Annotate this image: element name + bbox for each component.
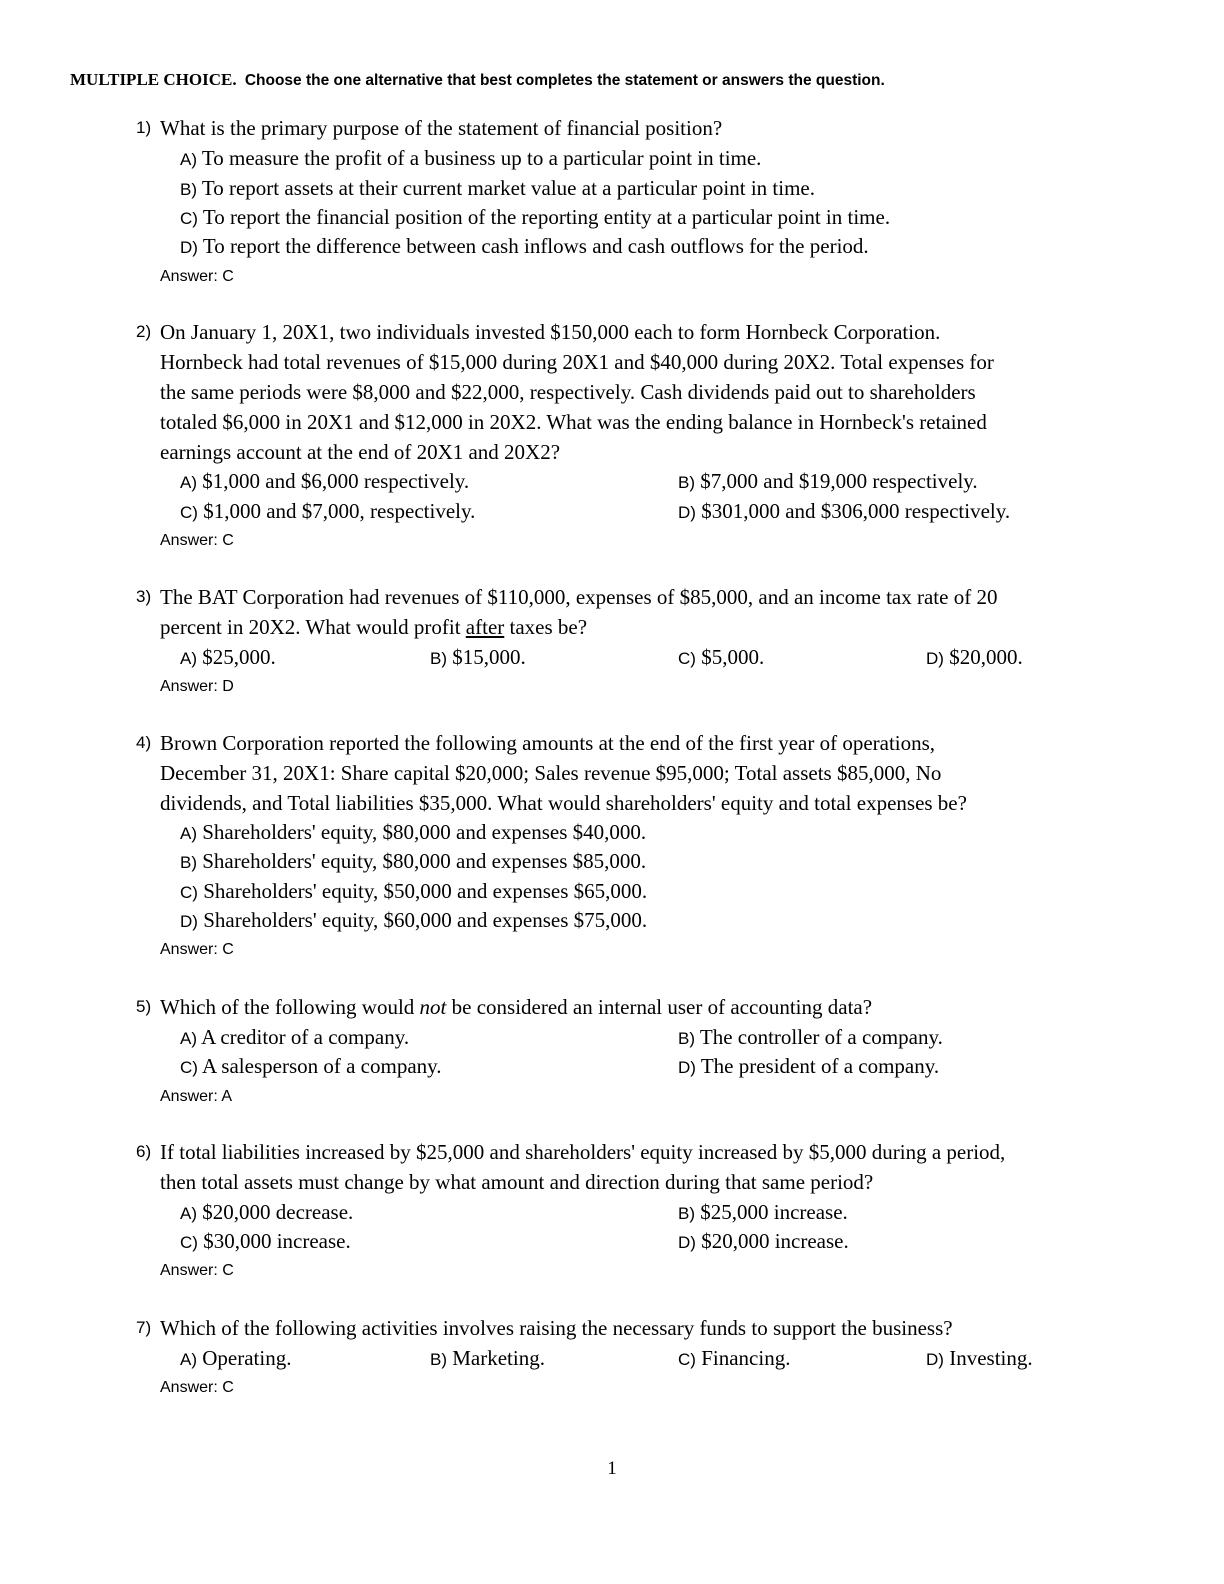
option-letter: C) [678, 649, 696, 668]
option-text: $5,000. [701, 645, 765, 669]
stem-line: If total liabilities increased by $25,000 and shareholders' equity increased by $5,000 during a period, [160, 1140, 1006, 1164]
answer-key: Answer: D [160, 678, 234, 695]
option-b [180, 173, 815, 205]
option-text: A salesperson of a company. [202, 1054, 442, 1078]
option-text: To report the financial position of the reporting entity at a particular point in time. [202, 205, 891, 229]
option-letter: A) [180, 1204, 197, 1223]
option-letter: B) [180, 180, 197, 199]
option-c [180, 876, 647, 908]
option-text: The controller of a company. [699, 1025, 943, 1049]
option-a [180, 1343, 291, 1375]
option-text: $301,000 and $306,000 respectively. [701, 499, 1011, 523]
option-a [180, 642, 276, 674]
option-letter: A) [180, 824, 197, 843]
option-text: A creditor of a company. [201, 1025, 410, 1049]
stem-line: Hornbeck had total revenues of $15,000 during 20X1 and $40,000 during 20X2. Total expenses for [160, 350, 994, 374]
option-letter: B) [678, 1204, 695, 1223]
answer-key: Answer: C [160, 1379, 234, 1396]
option-letter: B) [180, 853, 197, 872]
stem-line: Brown Corporation reported the following amounts at the end of the first year of operations, [160, 731, 936, 755]
option-letter: C) [180, 209, 198, 228]
option-text: $30,000 increase. [203, 1229, 351, 1253]
stem-text: percent in 20X2. What would profit [160, 615, 466, 639]
option-letter: D) [926, 1350, 944, 1369]
option-letter: C) [180, 1233, 198, 1252]
option-b [678, 466, 978, 498]
option-text: $20,000 decrease. [202, 1200, 354, 1224]
option-text: $7,000 and $19,000 respectively. [700, 469, 978, 493]
option-c [678, 1343, 790, 1375]
option-text: To report assets at their current market value at a particular point in time. [201, 176, 816, 200]
option-text: $20,000 increase. [701, 1229, 849, 1253]
page-number: 1 [607, 1458, 617, 1479]
option-text: Shareholders' equity, $50,000 and expenses $65,000. [203, 879, 648, 903]
option-b [678, 1197, 848, 1229]
option-letter: A) [180, 649, 197, 668]
option-letter: B) [430, 649, 447, 668]
option-text: Shareholders' equity, $60,000 and expenses $75,000. [203, 908, 648, 932]
option-text: $1,000 and $6,000 respectively. [202, 469, 470, 493]
option-a [180, 143, 761, 175]
option-text: Operating. [202, 1346, 292, 1370]
stem-line: December 31, 20X1: Share capital $20,000; Sales revenue $95,000; Total assets $85,000, No [160, 761, 942, 785]
option-text: Shareholders' equity, $80,000 and expenses $85,000. [202, 849, 647, 873]
stem-text: be considered an internal user of accounting data? [446, 995, 873, 1019]
stem-line: earnings account at the end of 20X1 and 20X2? [160, 440, 561, 464]
answer-key: Answer: A [160, 1088, 233, 1105]
question-stem [160, 992, 1120, 1022]
option-letter: A) [180, 473, 197, 492]
option-letter: D) [678, 503, 696, 522]
option-text: $25,000 increase. [700, 1200, 848, 1224]
option-text: To measure the profit of a business up to a particular point in time. [201, 146, 762, 170]
option-letter: C) [180, 503, 198, 522]
option-letter: A) [180, 1350, 197, 1369]
question-number: 5) [136, 997, 152, 1016]
option-c [180, 202, 890, 234]
instructions-header [70, 70, 885, 90]
answer-key: Answer: C [160, 268, 234, 285]
option-text: Shareholders' equity, $80,000 and expenses $40,000. [202, 820, 647, 844]
question-number: 6) [136, 1142, 152, 1161]
stem-line: The BAT Corporation had revenues of $110,000, expenses of $85,000, and an income tax rate of 20 [160, 585, 998, 609]
question-stem: What is the primary purpose of the statement of financial position? [160, 116, 723, 140]
stem-line: dividends, and Total liabilities $35,000. What would shareholders' equity and total expenses be? [160, 791, 967, 815]
option-letter: C) [180, 883, 198, 902]
option-text: $1,000 and $7,000, respectively. [203, 499, 476, 523]
option-c [678, 642, 764, 674]
option-letter: B) [430, 1350, 447, 1369]
option-d [180, 905, 647, 937]
option-a [180, 1022, 409, 1054]
option-letter: B) [678, 1029, 695, 1048]
underlined-word: after [465, 615, 505, 639]
header-lead: MULTIPLE CHOICE. [70, 70, 237, 89]
option-letter: C) [678, 1350, 696, 1369]
option-text: Investing. [949, 1346, 1033, 1370]
option-text: To report the difference between cash inflows and cash outflows for the period. [202, 234, 869, 258]
option-d [678, 496, 1010, 528]
stem-line: the same periods were $8,000 and $22,000, respectively. Cash dividends paid out to shareholders [160, 380, 976, 404]
answer-key: Answer: C [160, 941, 234, 958]
stem-line: then total assets must change by what amount and direction during that same period? [160, 1170, 874, 1194]
question-number: 2) [136, 322, 152, 341]
question-stem [160, 582, 1120, 642]
question-number: 7) [136, 1318, 152, 1337]
option-a [180, 817, 646, 849]
option-d [678, 1226, 849, 1258]
question-number: 1) [136, 118, 152, 137]
question-stem [160, 1137, 1140, 1197]
option-d [678, 1051, 939, 1083]
option-d [926, 642, 1023, 674]
option-b [430, 1343, 545, 1375]
stem-line [160, 612, 1120, 642]
header-instructions: Choose the one alternative that best completes the statement or answers the question. [244, 72, 885, 89]
question-stem [160, 728, 1120, 818]
stem-line: On January 1, 20X1, two individuals invested $150,000 each to form Hornbeck Corporation. [160, 320, 941, 344]
question-number: 3) [136, 587, 152, 606]
option-letter: C) [180, 1058, 198, 1077]
option-text: Marketing. [452, 1346, 545, 1370]
option-text: $15,000. [452, 645, 526, 669]
option-a [180, 466, 469, 498]
option-letter: A) [180, 1029, 197, 1048]
option-letter: D) [678, 1233, 696, 1252]
option-text: Financing. [701, 1346, 791, 1370]
option-b [430, 642, 526, 674]
option-text: $20,000. [949, 645, 1023, 669]
question-stem: Which of the following activities involves raising the necessary funds to support the business? [160, 1316, 953, 1340]
option-c [180, 1226, 351, 1258]
option-c [180, 1051, 442, 1083]
question-stem [160, 317, 1120, 467]
stem-text: Which of the following would [160, 995, 420, 1019]
stem-text: taxes be? [504, 615, 588, 639]
answer-key: Answer: C [160, 1262, 234, 1279]
option-d [180, 231, 869, 263]
stem-line: totaled $6,000 in 20X1 and $12,000 in 20X2. What was the ending balance in Hornbeck's retained [160, 410, 987, 434]
option-letter: D) [180, 912, 198, 931]
option-c [180, 496, 475, 528]
option-d [926, 1343, 1033, 1375]
emphasized-word: not [419, 995, 447, 1019]
answer-key: Answer: C [160, 532, 234, 549]
option-letter: B) [678, 473, 695, 492]
option-b [180, 846, 646, 878]
option-a [180, 1197, 353, 1229]
question-number: 4) [136, 733, 152, 752]
option-b [678, 1022, 943, 1054]
option-letter: A) [180, 150, 197, 169]
option-text: The president of a company. [700, 1054, 940, 1078]
option-text: $25,000. [202, 645, 276, 669]
option-letter: D) [678, 1058, 696, 1077]
option-letter: D) [180, 238, 198, 257]
option-letter: D) [926, 649, 944, 668]
